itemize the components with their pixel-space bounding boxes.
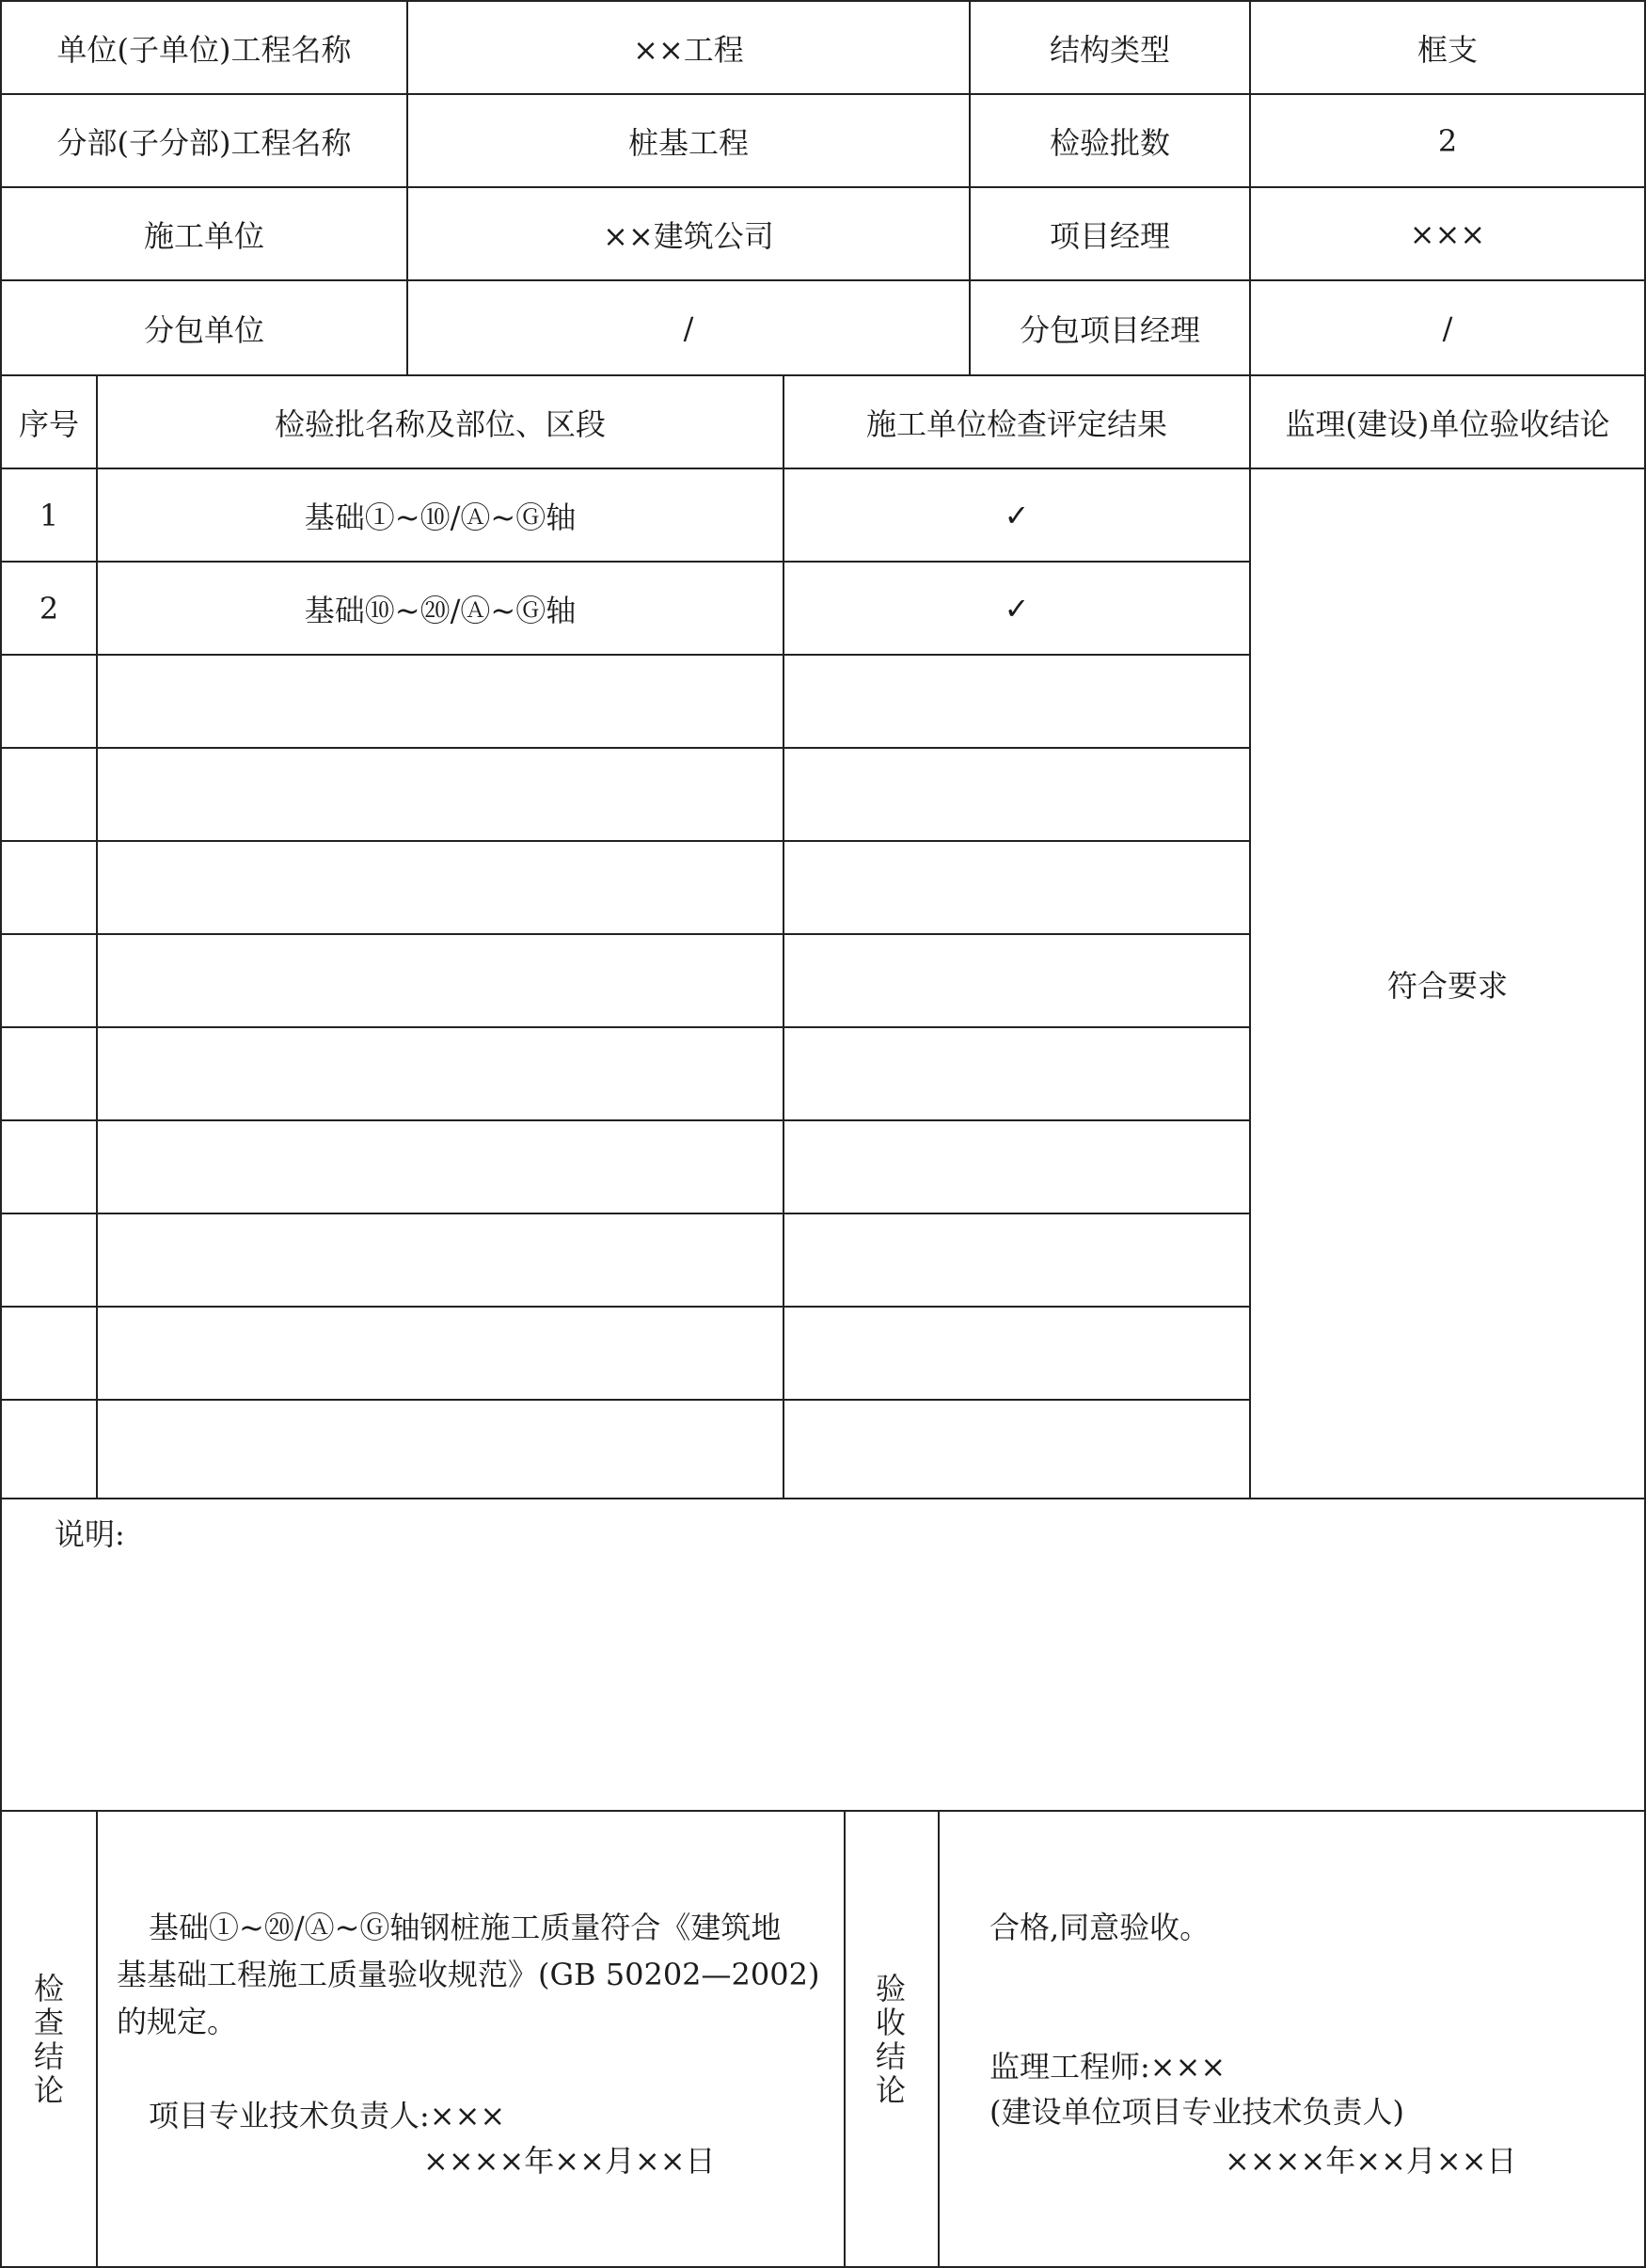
header-label-batch-count: 检验批数 [969, 93, 1251, 188]
header-value-subcontractor: / [406, 279, 971, 376]
column-header-batch-name: 检验批名称及部位、区段 [96, 374, 784, 469]
acceptance-signer-note: (建设单位项目专业技术负责人) [989, 2094, 1404, 2130]
acceptance-signer: 监理工程师:××× [989, 2049, 1227, 2085]
header-label-sub-manager: 分包项目经理 [969, 279, 1251, 376]
empty-row-result [783, 840, 1251, 935]
header-label-structure-type: 结构类型 [969, 0, 1251, 95]
notes-label: 说明: [55, 1516, 125, 1552]
header-value-sub-manager: / [1249, 279, 1646, 376]
table-row-seq: 2 [0, 561, 98, 656]
table-row-result: ✓ [783, 468, 1251, 563]
empty-row-name [96, 747, 784, 842]
empty-row-name [96, 1026, 784, 1121]
empty-row-result [783, 1026, 1251, 1121]
empty-row-seq [0, 747, 98, 842]
empty-row-name [96, 1213, 784, 1308]
empty-row-name [96, 1399, 784, 1499]
header-value-contractor: ××建筑公司 [406, 186, 971, 281]
empty-row-seq [0, 933, 98, 1028]
table-row-name: 基础①~⑩/Ⓐ~Ⓖ轴 [96, 468, 784, 563]
empty-row-result [783, 747, 1251, 842]
header-label-contractor: 施工单位 [0, 186, 408, 281]
column-header-seq: 序号 [0, 374, 98, 469]
header-value-project-name: ××工程 [406, 0, 971, 95]
header-label-project-name: 单位(子单位)工程名称 [0, 0, 408, 95]
inspection-text-line2: 基基础工程施工质量验收规范》(GB 50202—2002) [117, 1957, 820, 1992]
empty-row-seq [0, 1306, 98, 1401]
acceptance-body-cell [938, 1810, 1646, 2268]
header-value-batch-count: 2 [1249, 93, 1646, 188]
empty-row-name [96, 840, 784, 935]
empty-row-result [783, 933, 1251, 1028]
empty-row-result [783, 654, 1251, 749]
empty-row-seq [0, 1026, 98, 1121]
acceptance-date: ××××年××月××日 [1225, 2143, 1517, 2179]
header-label-project-manager: 项目经理 [969, 186, 1251, 281]
supervision-conclusion: 符合要求 [1249, 468, 1646, 1499]
empty-row-seq [0, 1213, 98, 1308]
table-row-name: 基础⑩~⑳/Ⓐ~Ⓖ轴 [96, 561, 784, 656]
empty-row-seq [0, 654, 98, 749]
notes-box [0, 1498, 1646, 1812]
empty-row-name [96, 654, 784, 749]
header-value-structure-type: 框支 [1249, 0, 1646, 95]
header-value-subproject-name: 桩基工程 [406, 93, 971, 188]
header-label-subcontractor: 分包单位 [0, 279, 408, 376]
inspection-text-line3: 的规定。 [117, 2004, 238, 2039]
inspection-text-line1: 基础①~⑳/Ⓐ~Ⓖ轴钢桩施工质量符合《建筑地 [149, 1910, 782, 1945]
empty-row-seq [0, 840, 98, 935]
acceptance-text: 合格,同意验收。 [989, 1910, 1211, 1945]
inspection-signer: 项目专业技术负责人:××× [149, 2098, 506, 2133]
column-header-supervision-conclusion: 监理(建设)单位验收结论 [1249, 374, 1646, 469]
inspection-label: 检查结论 [33, 1971, 64, 2108]
column-header-contractor-result: 施工单位检查评定结果 [783, 374, 1251, 469]
header-label-subproject-name: 分部(子分部)工程名称 [0, 93, 408, 188]
empty-row-name [96, 1306, 784, 1401]
empty-row-seq [0, 1399, 98, 1499]
header-value-project-manager: ××× [1249, 186, 1646, 281]
empty-row-result [783, 1119, 1251, 1214]
empty-row-name [96, 1119, 784, 1214]
acceptance-label: 验收结论 [875, 1971, 906, 2108]
table-row-result: ✓ [783, 561, 1251, 656]
empty-row-name [96, 933, 784, 1028]
empty-row-result [783, 1306, 1251, 1401]
empty-row-seq [0, 1119, 98, 1214]
inspection-date: ××××年××月××日 [423, 2143, 716, 2179]
empty-row-result [783, 1213, 1251, 1308]
empty-row-result [783, 1399, 1251, 1499]
table-row-seq: 1 [0, 468, 98, 563]
